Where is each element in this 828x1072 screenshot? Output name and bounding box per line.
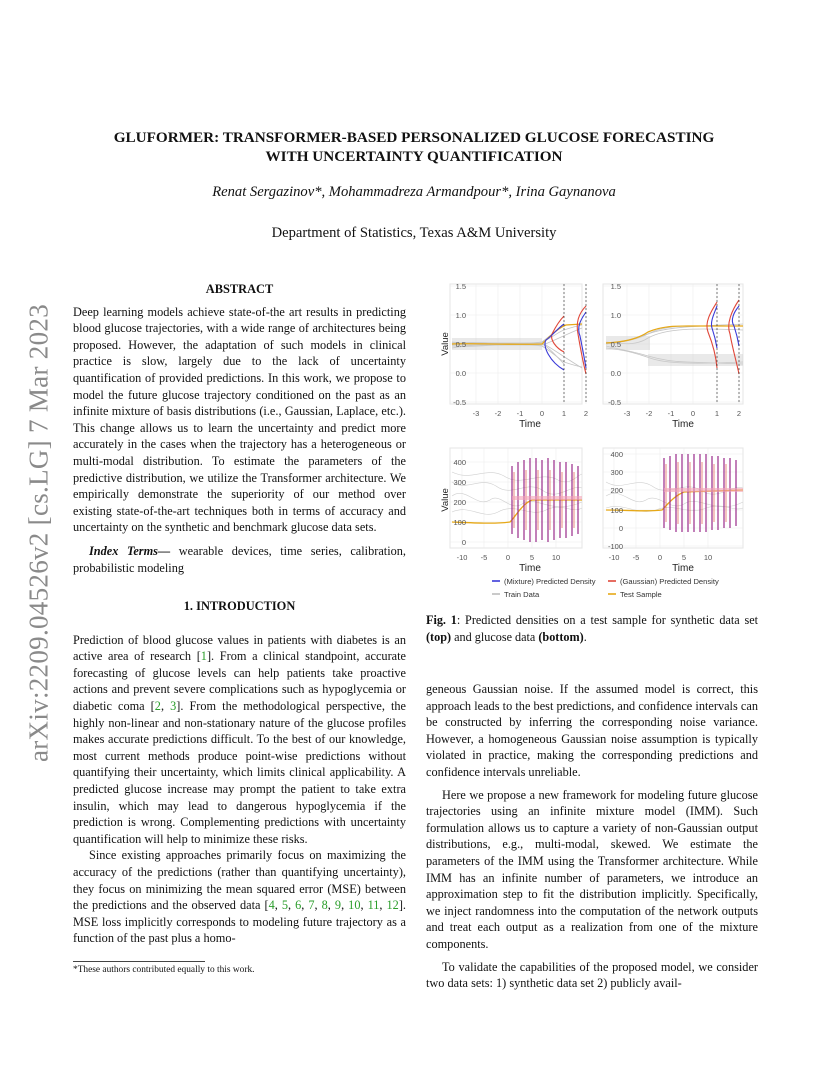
left-column <box>73 281 406 947</box>
right-paragraph-1: geneous Gaussian noise. If the assumed model is correct, this approach leads to the best predictions, and confidence intervals can be constructed by inferring the corresponding noise variance. However, a homogeneous Gaussian noise assumption is typically violated in practice, making the corresponding predictions and confidence intervals unreliable. <box>426 682 758 779</box>
right-paragraph-3: To validate the capabilities of the proposed model, we consider two data sets: 1) synthetic data set 2) publicly avail- <box>426 959 758 991</box>
arxiv-id: arXiv:2209.04526v2 [cs.LG] 7 Mar 2023 <box>23 303 54 763</box>
tick-label: 2 <box>583 409 589 418</box>
caption-end: . <box>583 629 587 644</box>
tick-label: 400 <box>610 450 623 459</box>
tick-label: -3 <box>623 409 631 418</box>
figure-1 <box>426 276 762 602</box>
tick-label: -1 <box>667 409 675 418</box>
caption-text-a: : Predicted densities on a test sample for synthetic data set <box>456 613 758 627</box>
citation-link[interactable]: 8 <box>321 898 328 913</box>
tick-label: -2 <box>494 409 502 418</box>
caption-bottom: (bottom) <box>538 629 584 644</box>
tick-label: 300 <box>453 478 466 487</box>
tick-label: 0.5 <box>455 340 466 349</box>
x-axis-label-bottom-right: Time <box>672 563 694 574</box>
intro-p2-part-b: ]. MSE loss implicitly corresponds to modeling future trajectory as a function of the past plus a homo- <box>73 898 406 946</box>
tick-label: 0.0 <box>455 369 466 378</box>
x-axis-label-bottom-left: Time <box>519 563 541 574</box>
citation-link[interactable]: 10 <box>348 898 361 913</box>
legend-gaussian: (Gaussian) Predicted Density <box>620 577 719 586</box>
tick-label: 5 <box>529 553 535 562</box>
intro-p1-part-a: Prediction of blood glucose values in patients with diabetes is an active area of research [ <box>73 632 406 664</box>
index-terms-label: Index Terms— <box>89 543 171 558</box>
x-axis-label-top-right: Time <box>672 419 694 430</box>
tick-label: 0 <box>539 409 545 418</box>
tick-label: 1.5 <box>455 282 466 291</box>
citation-link[interactable]: 3 <box>170 699 177 714</box>
footnote: *These authors contributed equally to this work. <box>73 965 255 975</box>
paper-title <box>70 128 758 166</box>
caption-top: (top) <box>426 629 452 644</box>
tick-label: 0 <box>505 553 511 562</box>
citation-link[interactable]: 2 <box>154 699 161 714</box>
tick-label: 100 <box>610 506 623 515</box>
y-axis-label-bottom: Value <box>440 488 451 512</box>
intro-paragraph-1 <box>73 632 406 848</box>
legend-mixture: (Mixture) Predicted Density <box>504 577 596 586</box>
intro-paragraph-2: Since existing approaches primarily focus on maximizing the accuracy of the predictions (rather than quantifying uncertainty), they focus on minimizing the mean squared error (MSE) between the predictions and the observed data [4, 5, 6, 7, 8, 9, 10, 11, 12]. MSE loss implicitly corresponds to modeling future trajectory as a function of the past plus a homo- <box>73 848 406 946</box>
figure-legend <box>492 577 719 599</box>
tick-label: -5 <box>632 553 640 562</box>
tick-label: -5 <box>480 553 488 562</box>
citation-link[interactable]: 9 <box>334 898 342 913</box>
authors: Renat Sergazinov*, Mohammadreza Armandpour*, Irina Gaynanova <box>212 184 616 200</box>
citation-link[interactable]: 1 <box>200 649 207 664</box>
right-paragraph-2: Here we propose a new framework for modeling future glucose trajectories using an infinite mixture model (IMM). Such formulation allows us to capture a variety of non-Gaussian output distributions, e.g., multi-modal, skewed. We estimate the parameters of the IMM using the Transformer architecture. While IMM has an infinite number of parameters, we introduce an approximation step to fit the distribution implicitly. Specifically, we inject randomness into the computation of the network outputs and treat each output as a realization from one of the mixture components. <box>426 787 758 951</box>
tick-label: -0.5 <box>608 398 621 407</box>
panel-bottom-left <box>450 448 582 548</box>
tick-label: 200 <box>453 498 466 507</box>
tick-label: 5 <box>681 553 687 562</box>
right-column <box>426 681 758 992</box>
tick-label: 0 <box>690 409 696 418</box>
caption-text-b: and glucose data <box>451 629 539 644</box>
x-axis-label-top-left: Time <box>519 419 541 430</box>
y-axis-label-top: Value <box>440 332 451 356</box>
citation-link[interactable]: 12 <box>386 898 399 913</box>
intro-heading: 1. INTRODUCTION <box>183 599 296 614</box>
citation-link[interactable]: 4 <box>268 898 275 913</box>
panel-top-left <box>450 284 586 404</box>
panel-top-right <box>603 284 743 404</box>
intro-p1-part-b: ]. From a clinical standpoint, accurate forecasting of glucose levels can help patients take proactive actions and prevent severe complications such as hypoglycemia or diabetic coma [ <box>73 649 407 714</box>
tick-label: 10 <box>551 553 561 562</box>
tick-label: 200 <box>610 486 623 495</box>
legend-test: Test Sample <box>620 590 662 599</box>
title-line-1: GLUFORMER: TRANSFORMER-BASED PERSONALIZED GLUCOSE FORECASTING <box>113 129 715 146</box>
citation-link[interactable]: 5 <box>281 898 288 913</box>
intro-p1-sep: , <box>160 699 171 714</box>
tick-label: -100 <box>607 542 623 551</box>
citation-link[interactable]: 7 <box>308 898 315 913</box>
tick-label: 10 <box>703 553 713 562</box>
legend-train: Train Data <box>504 590 540 599</box>
tick-label: 0.0 <box>610 369 621 378</box>
panel-bottom-right <box>603 448 743 548</box>
tick-label: 2 <box>736 409 742 418</box>
intro-p1-part-d: ]. From the methodological perspective, the highly non-linear and non-stationary nature of the glucose profiles makes accurate predictions difficult. To the best of our knowledge, most current methods produce point-wise predictions without quantifying their uncertainty, which limits clinical applicability. A predicted glucose increase may prompt the patient to take extra insulin, which may lead to dangerous hypoglycemia if the prediction is wrong. Complementing predictions with uncertainty quantification will help to minimize these risks. <box>73 699 406 846</box>
caption-label: Fig. 1 <box>426 613 457 627</box>
tick-label: -10 <box>608 553 620 562</box>
intro-p2-part-a: Since existing approaches primarily focus on maximizing the accuracy of the predictions (rather than quantifying uncertainty), they focus on minimizing the mean squared error (MSE) between the predictions and the observed data [ <box>73 848 406 913</box>
tick-label: 1.0 <box>610 311 621 320</box>
tick-label: -1 <box>516 409 524 418</box>
tick-label: -0.5 <box>453 398 466 407</box>
tick-label: 1 <box>561 409 567 418</box>
index-terms-text: wearable devices, time series, calibration, probabilistic modeling <box>73 543 406 575</box>
abstract-text: Deep learning models achieve state-of-the art results in predicting blood glucose trajectories, with a wide range of architectures being proposed. However, the adaptation of such models in clinical practice is slow, largely due to the lack of uncertainty quantification of provided predictions. In this work, we propose to model the future glucose trajectory conditioned on the past as an infinite mixture of basis distributions (i.e., Gaussian, Laplace, etc.). This change allows us to learn the uncertainty and predict more accurately in the cases when the trajectory has a heterogeneous or multi-modal distribution. To estimate the parameters of the predictive distribution, we utilize the Transformer architecture. We empirically demonstrate the superiority of our method over existing state-of-the-art techniques both in terms of accuracy and uncertainty on the synthetic and benchmark glucose data sets. <box>73 304 406 535</box>
figure-caption <box>426 612 758 645</box>
citation-link[interactable]: 6 <box>295 898 302 913</box>
tick-label: 1.0 <box>455 311 466 320</box>
affiliation: Department of Statistics, Texas A&M University <box>271 225 557 241</box>
tick-label: 1.5 <box>610 282 621 291</box>
tick-label: 400 <box>453 458 466 467</box>
title-line-2: WITH UNCERTAINTY QUANTIFICATION <box>265 148 563 165</box>
tick-label: 0 <box>657 553 663 562</box>
abstract-heading: ABSTRACT <box>205 282 274 296</box>
tick-label: -10 <box>456 553 468 562</box>
tick-label: -2 <box>645 409 653 418</box>
tick-label: 0 <box>618 524 623 533</box>
index-terms <box>73 543 406 576</box>
tick-label: 0 <box>461 538 466 547</box>
tick-label: 1 <box>714 409 720 418</box>
tick-label: 100 <box>453 518 466 527</box>
tick-label: 0.5 <box>610 340 621 349</box>
tick-label: -3 <box>472 409 480 418</box>
citation-link[interactable]: 11 <box>367 898 380 913</box>
footnote-rule <box>73 961 205 962</box>
tick-label: 300 <box>610 468 623 477</box>
arxiv-stamp <box>14 288 64 778</box>
